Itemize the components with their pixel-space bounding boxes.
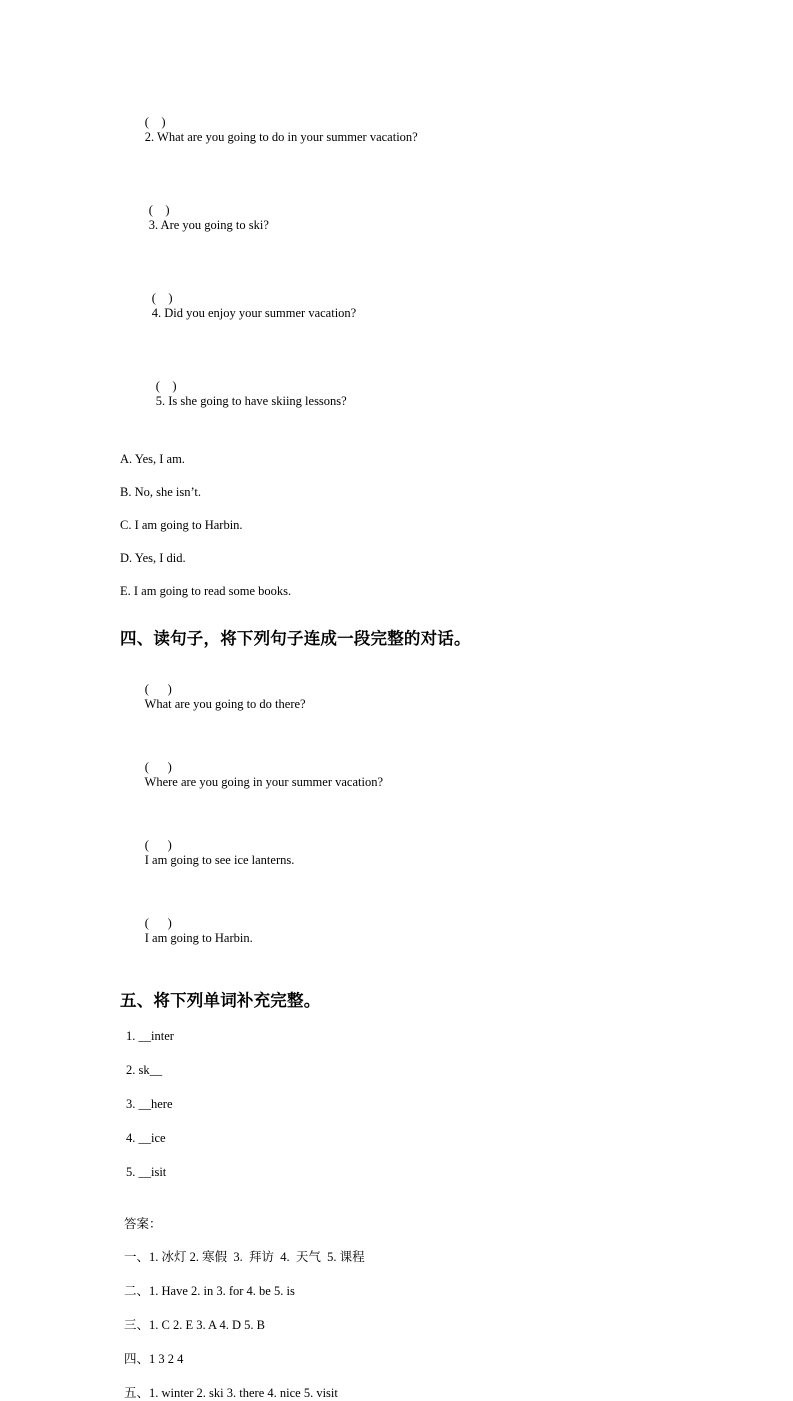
answer-blank-parens[interactable]: ( ) [151,291,173,305]
ordering-row [120,901,673,961]
word-completion-item: 5. __isit [126,1165,167,1179]
section-four-items [120,667,673,961]
word-completion-item: 4. __ice [126,1131,166,1145]
matching-row [120,364,673,424]
answer-key-title: 答案： [124,1217,162,1231]
word-completion-item: 3. __here [126,1097,173,1111]
section-five-heading: 五、将下列单词补充完整。 [120,991,321,1010]
answer-key-list [120,1250,673,1401]
ordering-row [120,667,673,727]
matching-question-text: 2. What are you going to do in your summer vacation? [144,130,418,144]
answer-blank-parens[interactable]: ( ) [144,115,166,129]
answer-blank-parens[interactable]: ( ) [148,203,170,217]
word-completion-item: 1. __inter [126,1029,174,1043]
matching-option: A. Yes, I am. [120,452,185,466]
answer-blank-parens[interactable]: ( ) [144,760,172,774]
ordering-sentence: I am going to Harbin. [144,931,253,945]
section-five-items [120,1029,673,1180]
word-completion-item: 2. sk__ [126,1063,163,1077]
matching-question-text: 3. Are you going to ski? [148,218,269,232]
matching-option: B. No, she isn’t. [120,485,202,499]
answer-key-row: 四、1 3 2 4 [124,1352,184,1366]
matching-question-text: 4. Did you enjoy your summer vacation? [151,306,357,320]
ordering-sentence: What are you going to do there? [144,697,306,711]
answer-blank-parens[interactable]: ( ) [155,379,177,393]
answer-key-row: 二、1. Have 2. in 3. for 4. be 5. is [124,1284,295,1298]
matching-row [120,276,673,336]
answer-blank-parens[interactable]: ( ) [144,838,172,852]
matching-questions [120,100,673,424]
answer-blank-parens[interactable]: ( ) [144,916,172,930]
answer-blank-parens[interactable]: ( ) [144,682,172,696]
section-four-heading: 四、读句子，将下列句子连成一段完整的对话。 [120,629,471,648]
ordering-row [120,745,673,805]
matching-option: C. I am going to Harbin. [120,518,243,532]
matching-row [120,100,673,160]
matching-row [120,188,673,248]
matching-option: E. I am going to read some books. [120,584,292,598]
matching-question-text: 5. Is she going to have skiing lessons? [155,394,347,408]
matching-option: D. Yes, I did. [120,551,186,565]
answer-key-row: 三、1. C 2. E 3. A 4. D 5. B [124,1318,265,1332]
ordering-sentence: Where are you going in your summer vacation? [144,775,383,789]
answer-key-row: 一、1. 冰灯 2. 寒假 3. 拜访 4. 天气 5. 课程 [124,1250,365,1264]
answer-key-row: 五、1. winter 2. ski 3. there 4. nice 5. visit [124,1386,338,1400]
ordering-sentence: I am going to see ice lanterns. [144,853,295,867]
ordering-row [120,823,673,883]
matching-options [120,452,673,599]
